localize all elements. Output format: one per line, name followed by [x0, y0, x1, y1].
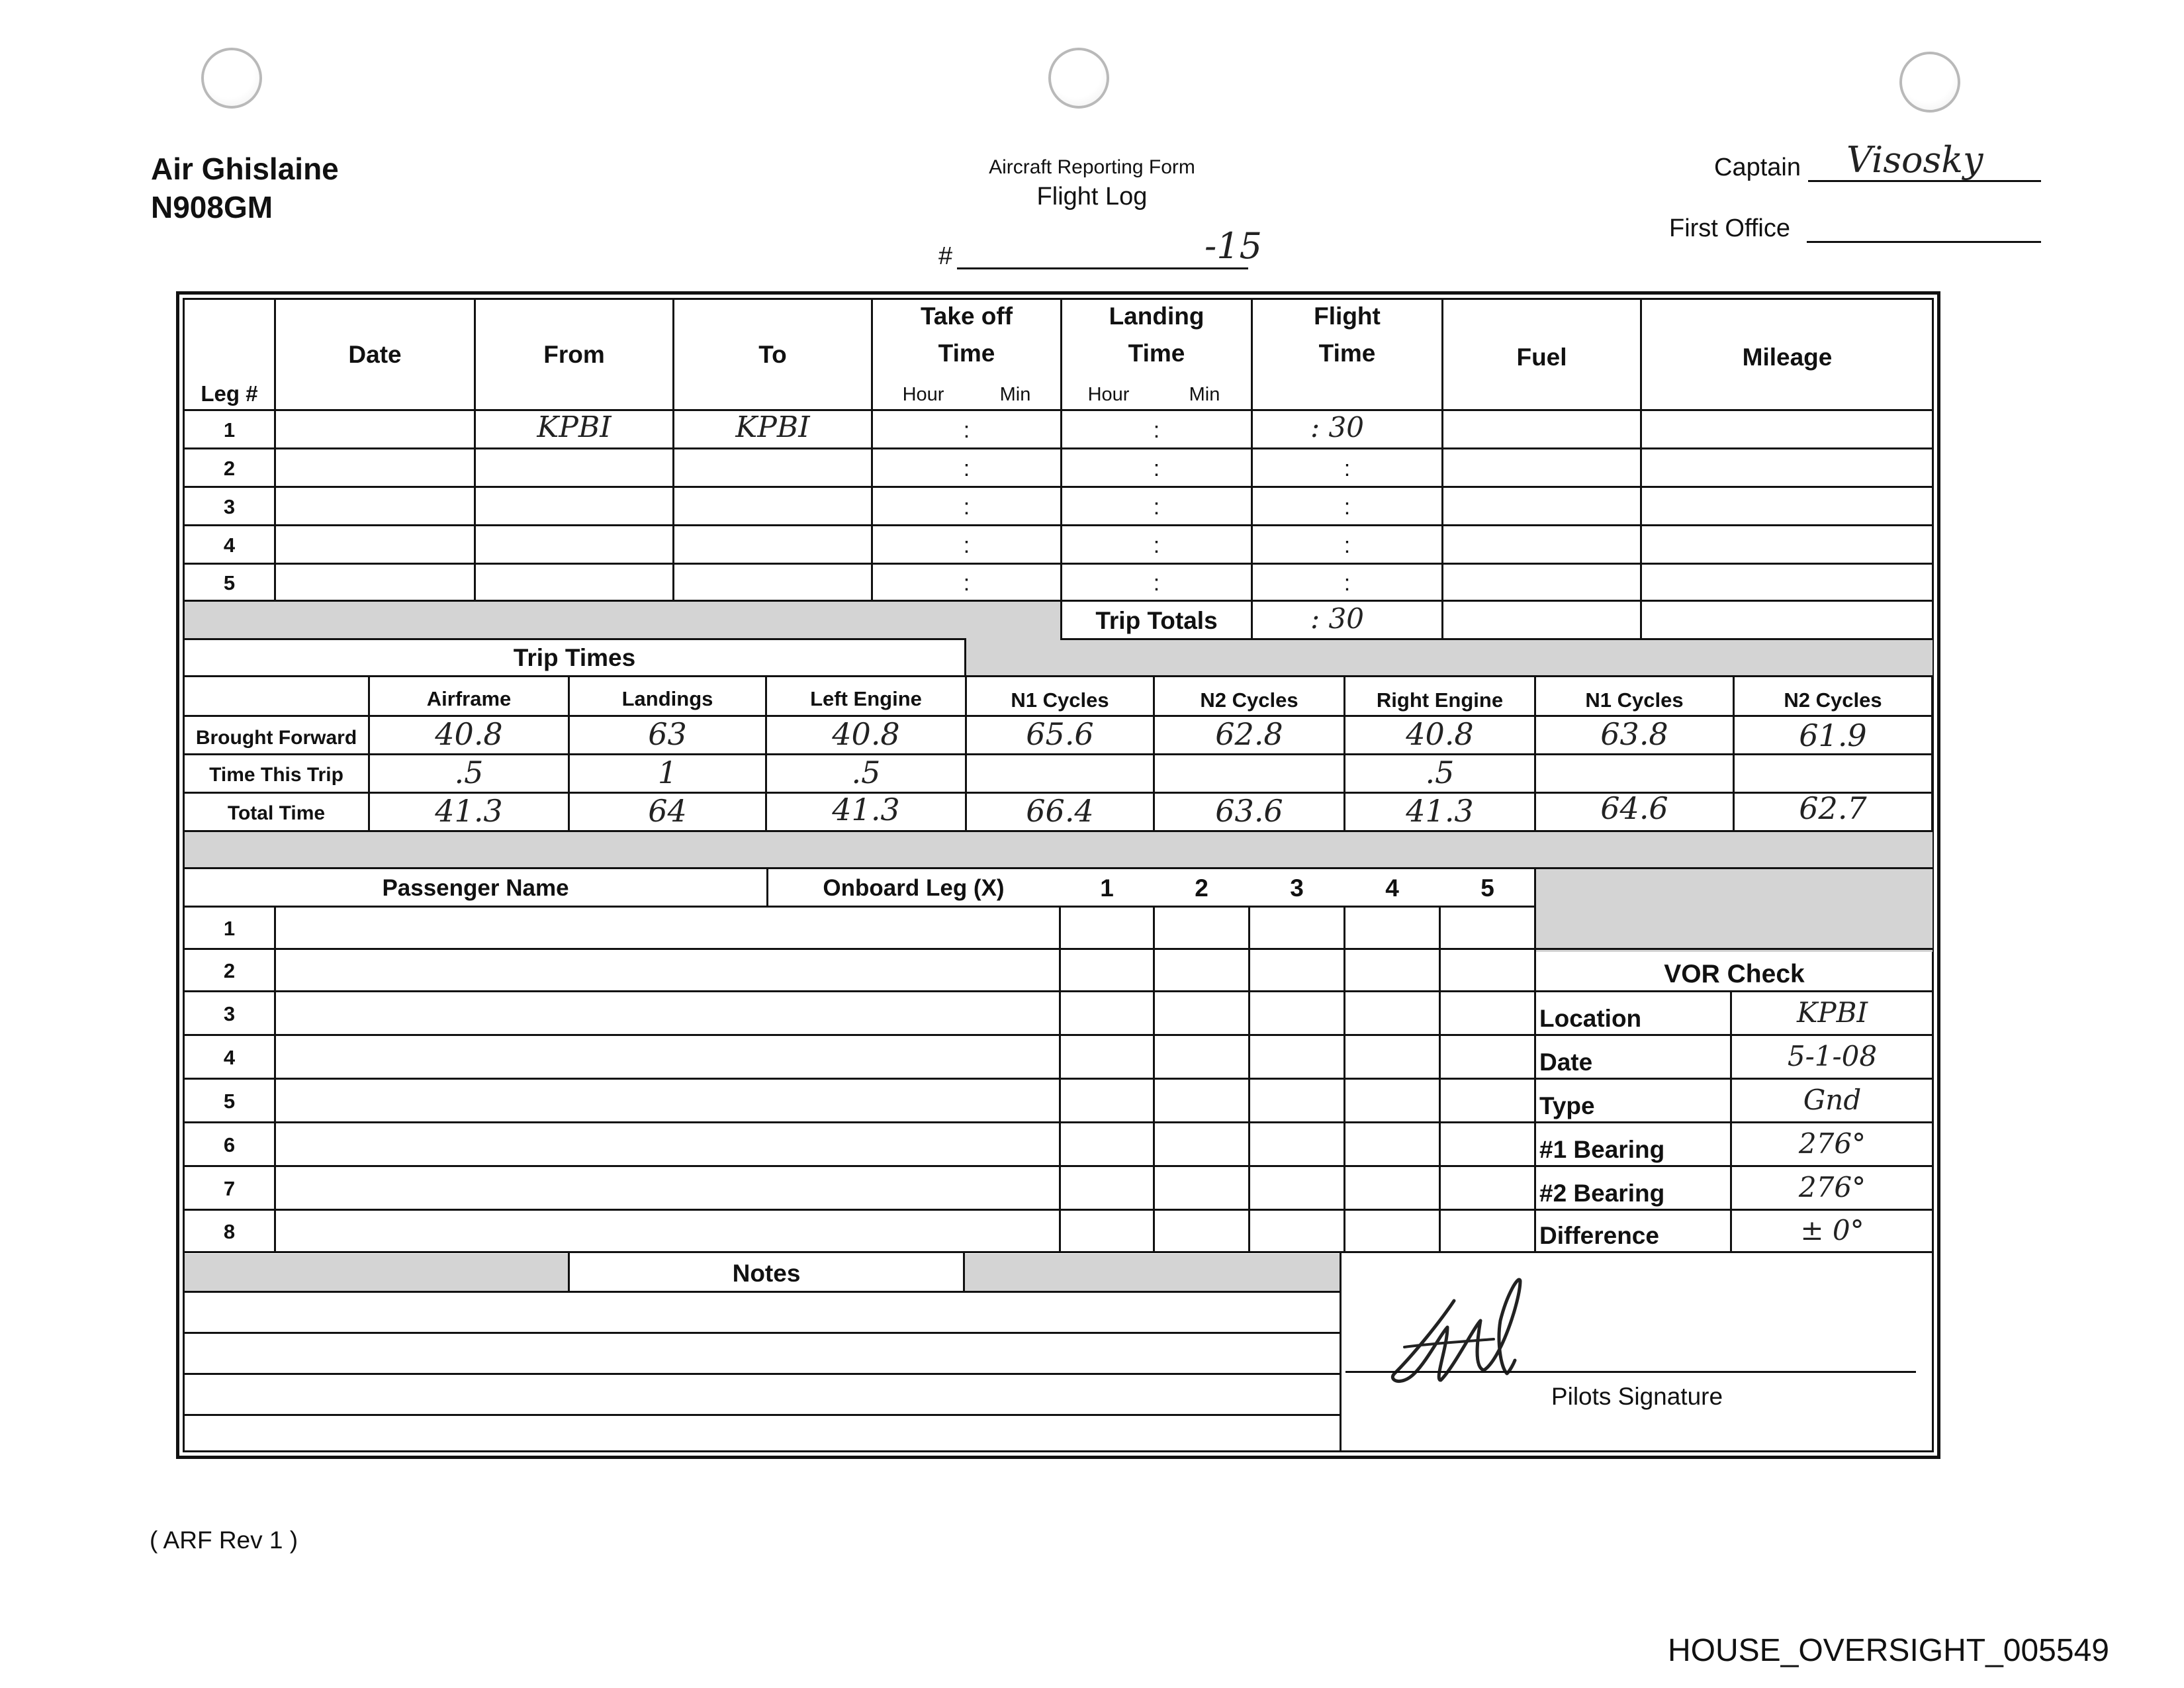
- airframe-value[interactable]: .5: [454, 755, 484, 790]
- left-n1-value[interactable]: [967, 753, 1153, 792]
- header-leg: Leg #: [201, 381, 258, 406]
- left-n2-value[interactable]: [1155, 753, 1343, 792]
- vor-value-type[interactable]: Gnd: [1803, 1083, 1862, 1116]
- right-engine-value[interactable]: .5: [1425, 755, 1455, 790]
- landings-value[interactable]: 64: [648, 793, 687, 829]
- col-landings: Landings: [621, 687, 713, 710]
- leg-from[interactable]: KPBI: [537, 410, 612, 444]
- shade-notes-left: [185, 1254, 569, 1291]
- left-n2-value[interactable]: 62.8: [1215, 716, 1283, 752]
- col-left-engine: Left Engine: [810, 687, 922, 710]
- right-n1-value[interactable]: [1536, 753, 1733, 792]
- row-label-brought-forward: Brought Forward: [195, 727, 357, 749]
- leg-landing[interactable]: :: [1153, 532, 1160, 558]
- left-engine-value[interactable]: .5: [851, 755, 881, 790]
- col-right-engine: Right Engine: [1376, 688, 1504, 712]
- leg-flight[interactable]: :: [1343, 455, 1351, 481]
- form-title: Aircraft Reporting Form: [989, 156, 1195, 178]
- leg-takeoff[interactable]: :: [963, 532, 970, 558]
- captain-label: Captain: [1714, 154, 1801, 181]
- vor-value-difference[interactable]: ± 0°: [1800, 1213, 1864, 1246]
- col-left-n2: N2 Cycles: [1200, 688, 1298, 712]
- leg-takeoff[interactable]: :: [963, 570, 970, 596]
- trip-totals-flight[interactable]: : 30: [1310, 602, 1364, 635]
- captain-value[interactable]: Visosky: [1846, 139, 1983, 181]
- header-takeoff-2: Time: [938, 340, 995, 367]
- shade-after-times: [185, 831, 1933, 868]
- vor-value-bearing-2[interactable]: 276°: [1798, 1170, 1866, 1203]
- leg-flight[interactable]: : 30: [1310, 410, 1364, 444]
- vor-label-location: Location: [1539, 1005, 1642, 1032]
- row-label-total-time: Total Time: [227, 802, 326, 824]
- right-engine-value[interactable]: 40.8: [1406, 716, 1474, 752]
- passenger-row-number: 1: [223, 917, 236, 940]
- vor-value-location[interactable]: KPBI: [1796, 996, 1868, 1029]
- header-takeoff-min: Min: [999, 383, 1031, 405]
- leg-number: 4: [223, 534, 236, 557]
- vor-value-bearing-1[interactable]: 276°: [1798, 1127, 1866, 1160]
- left-n1-value[interactable]: 65.6: [1026, 716, 1094, 752]
- first-officer-line: [1807, 241, 2041, 243]
- col-left-n1: N1 Cycles: [1011, 688, 1109, 712]
- left-n1-value[interactable]: 66.4: [1026, 793, 1094, 829]
- header-landing-hour: Hour: [1087, 383, 1130, 405]
- leg-landing[interactable]: :: [1153, 455, 1160, 481]
- pilot-signature-mark: [1342, 1254, 1933, 1452]
- leg-takeoff[interactable]: :: [963, 417, 970, 443]
- header-flight-2: Time: [1318, 340, 1376, 367]
- header-to: To: [758, 341, 787, 368]
- col-right-n2: N2 Cycles: [1784, 688, 1882, 712]
- signature-area[interactable]: [1342, 1254, 1933, 1452]
- onboard-leg-header: Onboard Leg (X): [823, 875, 1005, 901]
- passenger-name-header: Passenger Name: [382, 875, 569, 901]
- passenger-row-number: 3: [223, 1002, 236, 1025]
- passenger-row-number: 6: [223, 1133, 236, 1156]
- header-landing-1: Landing: [1109, 303, 1205, 330]
- header-mileage: Mileage: [1742, 344, 1833, 371]
- revision-label: ( ARF Rev 1 ): [150, 1526, 298, 1554]
- shade-passenger-right: [1534, 868, 1933, 952]
- first-officer-label: First Office: [1669, 214, 1790, 242]
- airframe-value[interactable]: 41.3: [435, 793, 503, 829]
- pilots-signature-label: Pilots Signature: [1551, 1383, 1723, 1410]
- notes-area[interactable]: [185, 1293, 1340, 1452]
- right-n1-value[interactable]: 63.8: [1600, 716, 1668, 752]
- right-n2-value[interactable]: 62.7: [1799, 790, 1867, 826]
- left-engine-value[interactable]: 41.3: [832, 792, 900, 827]
- row-label-time-this-trip: Time This Trip: [209, 764, 343, 786]
- onboard-leg-4: 4: [1385, 874, 1399, 902]
- tail-number: N908GM: [151, 190, 273, 224]
- passenger-row-number: 5: [223, 1090, 236, 1113]
- header-from: From: [543, 341, 605, 368]
- right-n1-value[interactable]: 64.6: [1600, 790, 1668, 826]
- col-airframe: Airframe: [426, 687, 512, 710]
- bates-number: HOUSE_OVERSIGHT_005549: [1668, 1633, 2109, 1668]
- onboard-leg-5: 5: [1480, 874, 1494, 902]
- punch-hole-left: [201, 48, 262, 109]
- leg-number: 1: [223, 418, 236, 442]
- vor-label-date: Date: [1539, 1049, 1593, 1076]
- leg-flight[interactable]: :: [1343, 570, 1351, 596]
- onboard-leg-2: 2: [1195, 874, 1208, 902]
- shade-right-trip-times: [966, 639, 1933, 677]
- leg-number: 5: [223, 571, 236, 594]
- onboard-leg-3: 3: [1290, 874, 1304, 902]
- shade-after-legs: [185, 601, 1062, 639]
- form-subtitle: Flight Log: [1036, 183, 1148, 211]
- punch-hole-center: [1048, 48, 1109, 109]
- landings-value[interactable]: 1: [657, 755, 678, 790]
- header-landing-min: Min: [1189, 383, 1220, 405]
- header-takeoff-hour: Hour: [902, 383, 944, 405]
- header-date: Date: [348, 341, 402, 368]
- leg-takeoff[interactable]: :: [963, 455, 970, 481]
- col-right-n1: N1 Cycles: [1585, 688, 1684, 712]
- notes-label: Notes: [732, 1260, 801, 1287]
- vor-label-bearing-1: #1 Bearing: [1539, 1136, 1665, 1163]
- leg-flight[interactable]: :: [1343, 532, 1351, 558]
- passenger-row-number: 7: [223, 1177, 236, 1200]
- landings-value[interactable]: 63: [648, 716, 687, 752]
- right-n2-value[interactable]: [1735, 753, 1931, 792]
- header-landing-2: Time: [1128, 340, 1185, 367]
- header-takeoff-1: Take off: [920, 303, 1013, 330]
- leg-to[interactable]: KPBI: [735, 410, 810, 444]
- form-number-label: #: [938, 242, 953, 270]
- header-fuel: Fuel: [1516, 344, 1567, 371]
- right-n2-value[interactable]: 61.9: [1799, 718, 1867, 753]
- leg-takeoff[interactable]: :: [963, 494, 970, 520]
- passenger-row-number: 2: [223, 959, 236, 982]
- leg-number: 2: [223, 457, 236, 480]
- header-flight-1: Flight: [1314, 303, 1381, 330]
- vor-label-difference: Difference: [1539, 1222, 1659, 1249]
- form-number-value[interactable]: -15: [1205, 225, 1262, 267]
- leg-flight[interactable]: :: [1343, 494, 1351, 520]
- trip-totals-label: Trip Totals: [1095, 607, 1218, 634]
- right-engine-value[interactable]: 41.3: [1406, 793, 1474, 829]
- trip-times-title: Trip Times: [513, 644, 636, 671]
- airframe-value[interactable]: 40.8: [435, 716, 503, 752]
- passenger-row-number: 4: [223, 1046, 236, 1069]
- passenger-row-number: 8: [223, 1220, 236, 1243]
- punch-hole-right: [1899, 52, 1960, 113]
- leg-number: 3: [223, 495, 236, 518]
- shade-notes-right: [964, 1254, 1341, 1291]
- vor-label-type: Type: [1539, 1092, 1595, 1119]
- vor-label-bearing-2: #2 Bearing: [1539, 1180, 1665, 1207]
- vor-value-date[interactable]: 5-1-08: [1787, 1039, 1878, 1072]
- vor-check-title: VOR Check: [1664, 960, 1805, 988]
- leg-landing[interactable]: :: [1153, 494, 1160, 520]
- leg-landing[interactable]: :: [1153, 417, 1160, 443]
- signature-line: [1345, 1371, 1916, 1373]
- form-number-line: [957, 267, 1248, 269]
- left-n2-value[interactable]: 63.6: [1215, 793, 1283, 829]
- company-name: Air Ghislaine: [151, 152, 339, 186]
- left-engine-value[interactable]: 40.8: [832, 716, 900, 752]
- leg-landing[interactable]: :: [1153, 570, 1160, 596]
- onboard-leg-1: 1: [1100, 874, 1114, 902]
